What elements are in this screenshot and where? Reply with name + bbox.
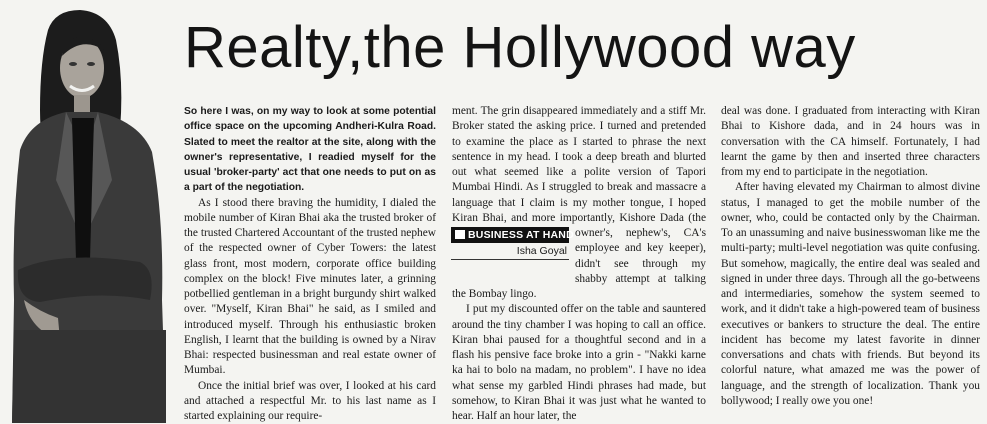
article-paragraph: After having elevated my Chairman to almost divine status, I managed to get the mobile number of the owner, who, could be contacted only by the Chairman. To an unassuming and naive businesswoman like me the multi-party; multi-level negotiation was quite confusing. But somehow, magically, the entire deal was sealed and signed in under three days. Through all the go-betweens and intermediaries, somehow the system seemed to work, and it didn't take a high-powered team of business executives or bankers to structure the deal. The entire incident has become my latest favorite in dinner conversations and chats with friends. But beyond its colorful nature, what amazed me was the power of language, and the strength of localization. Thank you bollywood; I really owe you one!	[721, 180, 980, 409]
paragraph-text: Kishore Dada (the owner's, nephew's, CA's employee and key keeper), didn't see through my shabby attempt at talking the Bombay lingo.	[452, 212, 706, 300]
article-column-1	[184, 104, 436, 424]
article-intro: So here I was, on my way to look at some potential office space on the upcoming Andheri-Kulra Road. Slated to meet the realtor at the site, along with the owner's representative, I readied myself for the usual 'broker-party' act that one needs to put on as a part of the negotiation.	[184, 104, 436, 196]
article-paragraph: deal was done. I graduated from interacting with Kiran Bhai to Kishore dada, and in 24 hours was in conversation with the CA himself. Fortunately, I had learnt the game by then and inserted three characters from my end to participate in the negotiation.	[721, 104, 980, 180]
article-paragraph: I put my discounted offer on the table and sauntered around the tiny chamber I was hoping to call an office. Kiran bhai paused for a thoughtful second and in a flash his pensive face broke into a grin - "Nakki karne ka hai to bolo na madam, no problem". I have no idea what sense my garbled Hindi phrases had made, but somehow, to Kiran Bhai it was just what he wanted to hear. Half an hour later, the	[452, 302, 706, 424]
article-paragraph: As I stood there braving the humidity, I dialed the mobile number of Kiran Bhai aka the trusted broker of the trusted Chartered Accountant of the trusted nephew of the respected owner of Cyber Towers: the latest glass front, most modern, corporate office building complex on the block! Five minutes later, a grinning potbellied gentleman in a bright burgundy shirt walked over. "Myself, Kiran Bhai" he said, as I smiled and introduced myself. Through his enthusiastic broken English, I learnt that the building is owned by a Nirav Bhai: respected businessman and real estate owner of Mumbai.	[184, 196, 436, 379]
author-name: Isha Goyal	[451, 243, 569, 260]
section-tag-label: BUSINESS AT HAND	[468, 229, 574, 241]
tag-marker-icon	[455, 230, 465, 239]
author-photo	[0, 0, 178, 423]
article-column-2	[452, 104, 706, 424]
article-headline: Realty,the Hollywood way	[184, 6, 984, 90]
article-column-3	[721, 104, 980, 409]
byline	[451, 227, 569, 279]
section-tag	[451, 227, 569, 243]
article-paragraph	[452, 104, 706, 302]
paragraph-text: ment. The grin disappeared immediately and a stiff Mr. Broker stated the asking price. I turned and pretended to examine the place as I started to phrase the next sentence in my head. I took a deep breath and blurted out what seemed like a polite version of Tapori Mumbai Hindi. As I struggled to break and massacre a language that I claim is my mother tongue, I hoped Kiran Bhai, and more importantly,	[452, 105, 706, 224]
article-paragraph: Once the initial brief was over, I looked at his card and attached a respectful Mr. to his last name as I started explaining our require-	[184, 379, 436, 424]
